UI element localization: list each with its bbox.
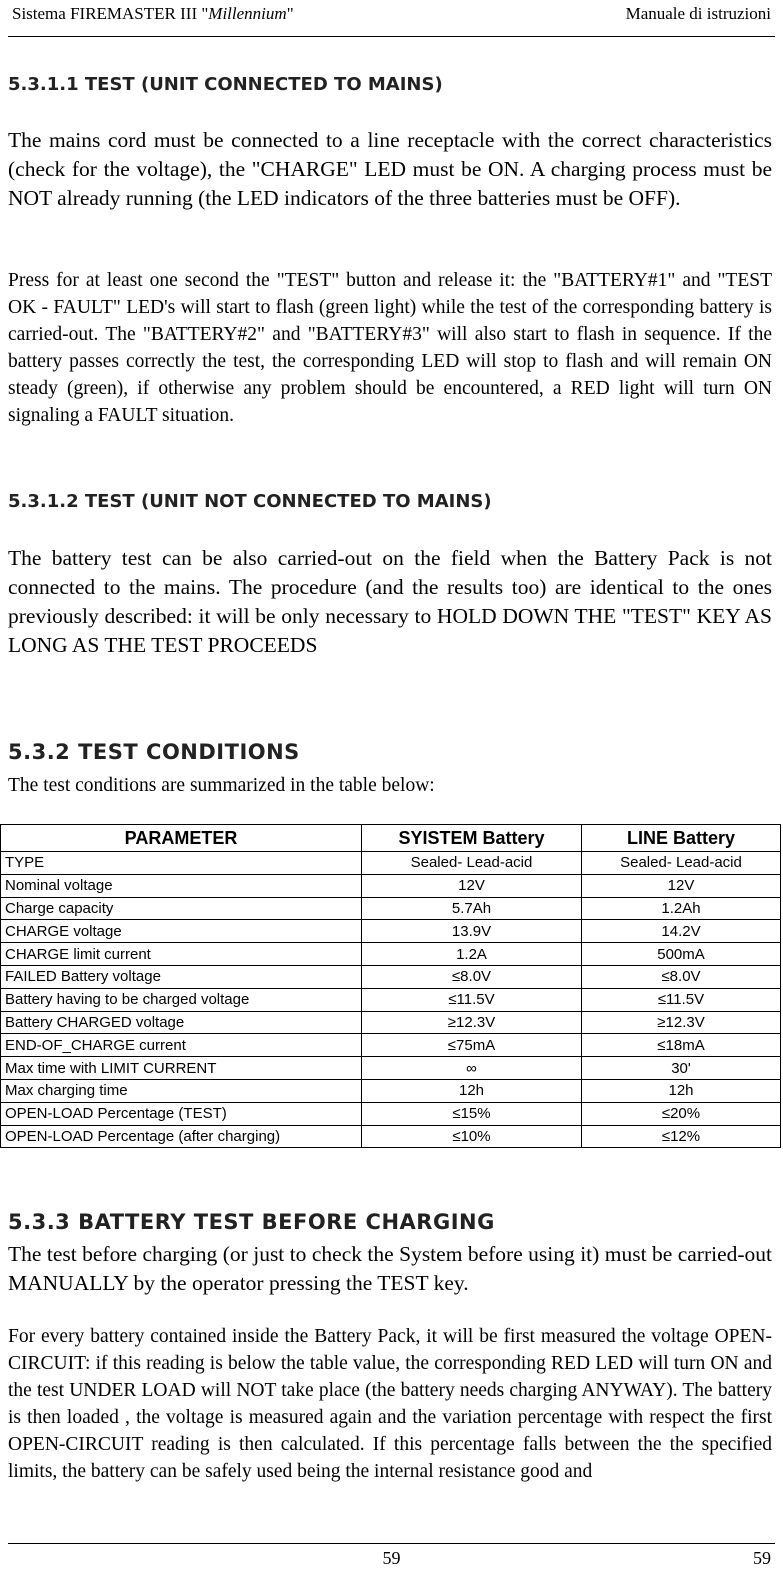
parameter-cell: CHARGE limit current bbox=[1, 943, 362, 966]
parameter-cell: OPEN-LOAD Percentage (after charging) bbox=[1, 1125, 362, 1148]
parameter-cell: OPEN-LOAD Percentage (TEST) bbox=[1, 1102, 362, 1125]
parameter-cell: FAILED Battery voltage bbox=[1, 965, 362, 988]
line-battery-cell: Sealed- Lead-acid bbox=[582, 852, 781, 875]
table-row bbox=[1, 1102, 781, 1125]
parameter-cell: Nominal voltage bbox=[1, 874, 362, 897]
table-row bbox=[1, 1125, 781, 1148]
section-heading-5-3-1-2: 5.3.1.2 TEST (UNIT NOT CONNECTED TO MAINS) bbox=[8, 491, 492, 512]
table-row bbox=[1, 1079, 781, 1102]
system-battery-cell: 13.9V bbox=[362, 920, 582, 943]
parameter-cell: Battery having to be charged voltage bbox=[1, 988, 362, 1011]
line-battery-cell: 500mA bbox=[582, 943, 781, 966]
line-battery-cell: ≤11.5V bbox=[582, 988, 781, 1011]
footer-page-number-right: 59 bbox=[753, 1548, 771, 1568]
system-battery-cell: 12V bbox=[362, 874, 582, 897]
table-row bbox=[1, 943, 781, 966]
parameter-cell: TYPE bbox=[1, 852, 362, 875]
section-5-3-3-paragraph-1: The test before charging (or just to check the System before using it) must be carried-out MANUALLY by the operator pressing the TEST key. bbox=[8, 1242, 772, 1295]
table-header-row bbox=[1, 825, 781, 852]
system-battery-cell: ≥12.3V bbox=[362, 1011, 582, 1034]
section-5-3-2-paragraph-1: The test conditions are summarized in the table below: bbox=[8, 775, 435, 796]
system-battery-cell: ≤11.5V bbox=[362, 988, 582, 1011]
system-battery-cell: ≤8.0V bbox=[362, 965, 582, 988]
table-row bbox=[1, 920, 781, 943]
test-conditions-table bbox=[0, 824, 781, 1148]
system-battery-cell: 12h bbox=[362, 1079, 582, 1102]
header-line-battery: LINE Battery bbox=[582, 825, 781, 852]
parameter-cell: END-OF_CHARGE current bbox=[1, 1034, 362, 1057]
system-battery-cell: Sealed- Lead-acid bbox=[362, 852, 582, 875]
line-battery-cell: 14.2V bbox=[582, 920, 781, 943]
system-battery-cell: 5.7Ah bbox=[362, 897, 582, 920]
parameter-cell: Max charging time bbox=[1, 1079, 362, 1102]
line-battery-cell: ≤18mA bbox=[582, 1034, 781, 1057]
footer-page-number-center: 59 bbox=[382, 1548, 401, 1568]
line-battery-cell: 30' bbox=[582, 1057, 781, 1080]
section-5-3-1-1-paragraph-2: Press for at least one second the "TEST" button and release it: the "BATTERY#1" and "TEST OK - FAULT" LED's will start to flash (green light) while the test of the corresponding battery is carried-out. The "BATTERY#2" and "BATTERY#3" will also start to flash in sequence. If the battery passes correctly the test, the corresponding LED will stop to flash and will remain ON steady (green), if otherwise any problem should be encountered, a RED light will turn ON signaling a FAULT situation. bbox=[8, 270, 772, 426]
line-battery-cell: ≤20% bbox=[582, 1102, 781, 1125]
parameter-cell: Battery CHARGED voltage bbox=[1, 1011, 362, 1034]
header-prefix: Sistema FIREMASTER III " bbox=[12, 4, 209, 23]
header-parameter: PARAMETER bbox=[1, 825, 362, 852]
header-product-name: Millennium bbox=[208, 4, 287, 23]
system-battery-cell: ≤75mA bbox=[362, 1034, 582, 1057]
section-heading-5-3-1-1: 5.3.1.1 TEST (UNIT CONNECTED TO MAINS) bbox=[8, 74, 443, 95]
system-battery-cell: 1.2A bbox=[362, 943, 582, 966]
line-battery-cell: 12V bbox=[582, 874, 781, 897]
table-row bbox=[1, 852, 781, 875]
line-battery-cell: ≤12% bbox=[582, 1125, 781, 1148]
table-row bbox=[1, 1057, 781, 1080]
line-battery-cell: 12h bbox=[582, 1079, 781, 1102]
parameter-cell: CHARGE voltage bbox=[1, 920, 362, 943]
header-system-title bbox=[12, 4, 294, 24]
section-heading-5-3-2: 5.3.2 TEST CONDITIONS bbox=[8, 740, 300, 764]
parameter-cell: Max time with LIMIT CURRENT bbox=[1, 1057, 362, 1080]
line-battery-cell: ≤8.0V bbox=[582, 965, 781, 988]
table-row bbox=[1, 1034, 781, 1057]
table-row bbox=[1, 965, 781, 988]
table-row bbox=[1, 874, 781, 897]
section-5-3-1-2-paragraph-1: The battery test can be also carried-out on the field when the Battery Pack is not connected to the mains. The procedure (and the results too) are identical to the ones previously described: it will be only necessary to HOLD DOWN THE "TEST" KEY AS LONG AS THE TEST PROCEEDS bbox=[8, 546, 772, 657]
header-system-battery: SYISTEM Battery bbox=[362, 825, 582, 852]
page-footer bbox=[8, 1543, 775, 1574]
line-battery-cell: ≥12.3V bbox=[582, 1011, 781, 1034]
parameter-cell: Charge capacity bbox=[1, 897, 362, 920]
section-5-3-3-paragraph-2: For every battery contained inside the Battery Pack, it will be first measured the voltage OPEN-CIRCUIT: if this reading is below the table value, the corresponding RED LED will turn ON and the test UNDER LOAD will NOT take place (the battery needs charging ANYWAY). The battery is then loaded , the voltage is measured again and the variation percentage with respect the first OPEN-CIRCUIT reading is then calculated. If this percentage falls between the the specified limits, the battery can be safely used being the internal resistance good and bbox=[8, 1326, 772, 1482]
page-header bbox=[8, 0, 775, 37]
header-manual-title: Manuale di istruzioni bbox=[625, 4, 771, 23]
table-row bbox=[1, 988, 781, 1011]
system-battery-cell: ≤15% bbox=[362, 1102, 582, 1125]
line-battery-cell: 1.2Ah bbox=[582, 897, 781, 920]
section-5-3-1-1-paragraph-1: The mains cord must be connected to a line receptacle with the correct characteristics (check for the voltage), the "CHARGE" LED must be ON. A charging process must be NOT already running (the LED indicators of the three batteries must be OFF). bbox=[8, 128, 772, 210]
system-battery-cell: ∞ bbox=[362, 1057, 582, 1080]
header-suffix: " bbox=[286, 4, 294, 23]
table-row bbox=[1, 1011, 781, 1034]
system-battery-cell: ≤10% bbox=[362, 1125, 582, 1148]
section-heading-5-3-3: 5.3.3 BATTERY TEST BEFORE CHARGING bbox=[8, 1210, 495, 1234]
table-row bbox=[1, 897, 781, 920]
